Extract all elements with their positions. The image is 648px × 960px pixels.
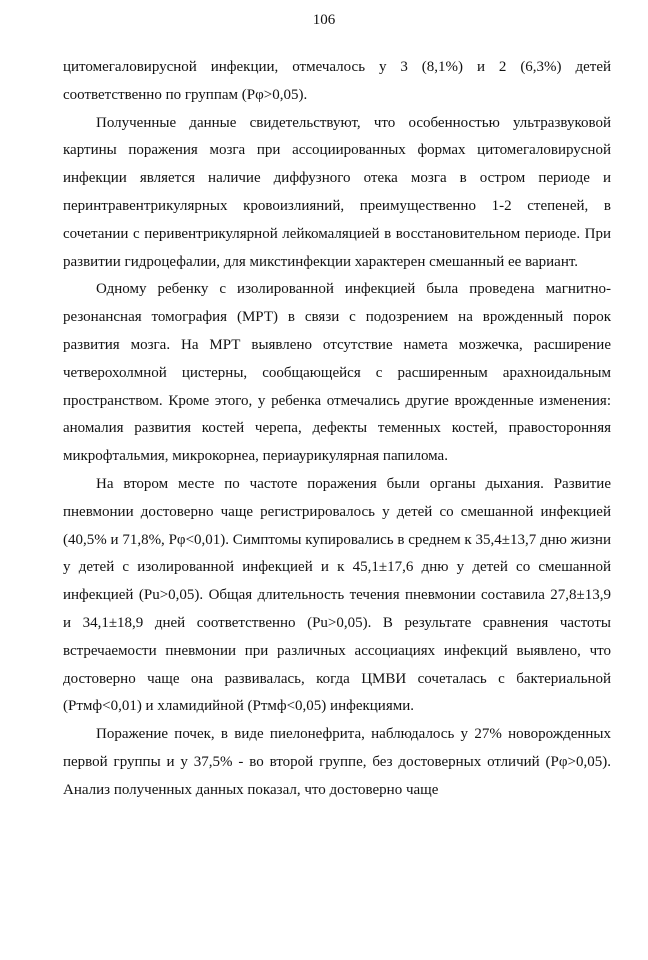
paragraph-kidney-lesions: Поражение почек, в виде пиелонефрита, наблюдалось у 27% новорожденных первой группы и у 37,5% - во второй группе, без достоверных отличий (Рφ>0,05). Анализ полученных данных показал, что достоверно чаще (63, 726, 611, 798)
paragraph-respiratory-lesions: На втором месте по частоте поражения были органы дыхания. Развитие пневмонии достоверно чаще регистрировалось у детей со смешанной инфекцией (40,5% и 71,8%, Рφ<0,01). Симптомы купировались в среднем к 35,4±13,7 дню жизни у детей с изолированной инфекцией и к 45,1±17,6 дню у детей со смешанной инфекцией (Рu>0,05). Общая длительность течения пневмонии составила 27,8±13,9 и 34,1±18,9 дней соответственно (Рu>0,05). В результате сравнения частоты встречаемости пневмонии при различных ассоциациях инфекций выявлено, что достоверно чаще она развивалась, когда ЦМВИ сочеталась с бактериальной (Ртмф<0,01) и хламидийной (Ртмф<0,05) инфекциями. (63, 475, 611, 715)
paragraph-ultrasound-findings: Полученные данные свидетельствуют, что особенностью ультразвуковой картины поражения мозга при ассоциированных формах цитомегаловирусной инфекции является наличие диффузного отека мозга в остром периоде и перинтравентрикулярных кровоизлияний, преимущественно 1-2 степеней, в сочетании с перивентрикулярной лейкомаляцией в восстановительном периоде. При развитии гидроцефалии, для микстинфекции характерен смешанный ее вариант. (63, 114, 611, 270)
paragraph-continuation: цитомегаловирусной инфекции, отмечалось у 3 (8,1%) и 2 (6,3%) детей соответственно по группам (Рφ>0,05). (63, 59, 611, 103)
paragraph-mri-case: Одному ребенку с изолированной инфекцией была проведена магнитно-резонансная томография (МРТ) в связи с подозрением на врожденный порок развития мозга. На МРТ выявлено отсутствие намета мозжечка, расширение четверохолмной цистерны, сообщающейся с расширенным арахноидальным пространством. Кроме этого, у ребенка отмечались другие врожденные изменения: аномалия развития костей черепа, дефекты теменных костей, правосторонняя микрофтальмия, микрокорнеа, периаурикулярная папилома. (63, 281, 611, 465)
document-body (63, 54, 611, 805)
page-number: 106 (312, 12, 336, 28)
